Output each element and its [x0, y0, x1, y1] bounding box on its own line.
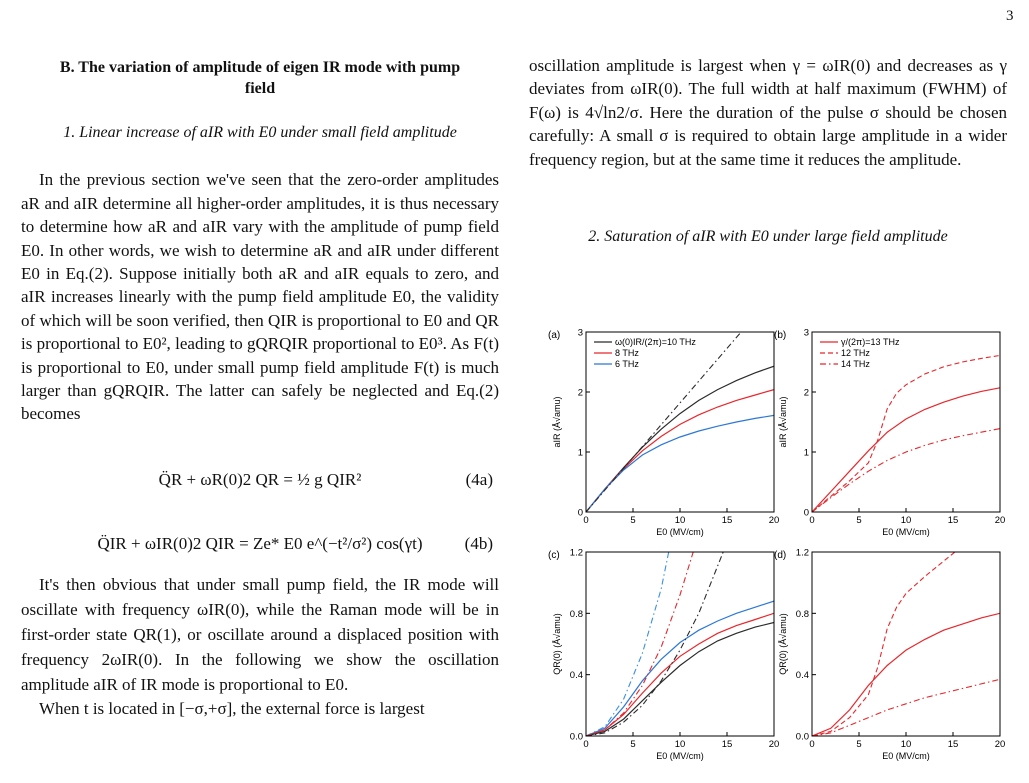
panel-a-xtick-label-1: 5: [630, 515, 636, 526]
panel-c-ylabel: QR(0) (Å√amu): [552, 613, 562, 675]
panel-a-series-1: [586, 390, 774, 512]
panel-b-label: (b): [774, 330, 787, 341]
paragraph-2: It's then obvious that under small pump field, the IR mode will oscillate with frequency ωIR(0), while the Raman mode will be in first-order state QR(1), or oscillate around a displaced position with frequency 2ωIR(0). In the following we show the oscillation amplitude aIR of IR mode is proportional to E0.: [21, 574, 499, 694]
panel-a-xlabel: E0 (MV/cm): [656, 527, 704, 537]
panel-b-xtick-label-0: 0: [809, 515, 815, 526]
panel-d-xtick-label-2: 10: [900, 739, 912, 750]
figure-panels: [544, 326, 1014, 774]
panel-b-ytick-label-2: 2: [803, 387, 809, 399]
panel-b-series-0: [812, 388, 1000, 512]
panel-a-ytick-label-1: 1: [577, 447, 583, 459]
panel-a-series-0: [586, 366, 774, 512]
panel-d-series-1: [812, 552, 955, 736]
equation-4b-formula: Q̈IR + ωIR(0)2 QIR = Ze* E0 e^(−t²/σ²) cos(γt): [97, 533, 423, 553]
panel-d-xtick-label-1: 5: [856, 739, 862, 750]
section-heading: [21, 57, 499, 99]
subsection-heading-1: 1. Linear increase of aIR with E0 under small field amplitude: [63, 124, 457, 141]
panel-a-ylabel: aIR (Å√amu): [552, 396, 562, 448]
panel-c-xlabel: E0 (MV/cm): [656, 751, 704, 761]
panel-b-legend-label-0: γ/(2π)=13 THz: [841, 337, 900, 347]
panel-b-legend-label-2: 14 THz: [841, 359, 870, 369]
panel-b-xtick-label-3: 15: [947, 515, 959, 526]
equation-4b: [21, 532, 499, 554]
panel-d-ylabel: QR(0) (Å√amu): [778, 613, 788, 675]
right-paragraph-1: oscillation amplitude is largest when γ = ωIR(0) and decreases as γ deviates from ωIR(0). The full width at half maximum (FWHM) of F(ω) is 4√ln2/σ. Here the duration of the pulse σ should be chosen carefully: A small σ is required to obtain large amplitude in a wider frequency region, but at the same time it reduces the amplitude.: [529, 56, 1007, 169]
panel-a-xtick-label-4: 20: [768, 515, 780, 526]
equation-4a: [21, 468, 499, 490]
panel-a-ytick-label-3: 3: [577, 327, 583, 339]
panel-b-xtick-label-4: 20: [994, 515, 1006, 526]
panel-a-label: (a): [548, 330, 561, 341]
panel-a-xtick-label-3: 15: [721, 515, 733, 526]
panel-a-ytick-label-0: 0: [577, 507, 583, 519]
panel-b-xlabel: E0 (MV/cm): [882, 527, 930, 537]
panel-d-xtick-label-3: 15: [947, 739, 959, 750]
panel-d-ytick-label-3: 1.2: [795, 547, 809, 559]
paragraph-1: In the previous section we've seen that the zero-order amplitudes aR and aIR determine all higher-order amplitudes, it is thus necessary to determine how aR and aIR vary with the amplitude of pump field E0. In other words, we wish to determine aR and aIR under different E0 in Eq.(2). Suppose initially both aR and aIR equals to zero, and aIR increases linearly with the pump field amplitude E0, the validity of which will be soon verified, then QIR is proportional to E0 and QR is proportional to E0², leading to gQRQIR proportional to E0³. As F(t) is proportional to E0, under small pump field amplitude F(t) is much larger than gQRQIR. The latter can safely be neglected and Eq.(2) becomes: [21, 170, 499, 424]
subsection-heading-2: 2. Saturation of aIR with E0 under large field amplitude: [588, 228, 948, 246]
panel-c-ytick-label-0: 0.0: [569, 731, 583, 743]
panel-b-xtick-label-1: 5: [856, 515, 862, 526]
page-number: 3: [1006, 8, 1014, 24]
section-heading-line2: field: [244, 80, 276, 97]
equation-4a-number: (4a): [465, 469, 493, 489]
panel-a-legend-label-1: 8 THz: [615, 348, 639, 358]
section-heading-line1: B. The variation of amplitude of eigen IR mode with pump: [59, 59, 461, 76]
panel-c-xtick-label-3: 15: [721, 739, 733, 750]
panel-d-label: (d): [774, 550, 787, 561]
panel-a-xtick-label-0: 0: [583, 515, 589, 526]
panel-c-series-2: [586, 623, 774, 737]
panel-d-ytick-label-1: 0.4: [795, 670, 809, 682]
left-column: [21, 54, 499, 720]
equation-4a-formula: Q̈R + ωR(0)2 QR = ½ g QIR²: [158, 469, 362, 489]
panel-c-label: (c): [548, 550, 560, 561]
panel-c-ytick-label-1: 0.4: [569, 670, 583, 682]
panel-b-series-2: [812, 429, 1000, 512]
panel-c-frame: [586, 552, 774, 736]
panel-d-xtick-label-4: 20: [994, 739, 1006, 750]
panel-c-xtick-label-4: 20: [768, 739, 780, 750]
panel-a-legend-label-0: ω(0)IR/(2π)=10 THz: [615, 337, 696, 347]
panel-d-series-0: [812, 613, 1000, 736]
panel-c-series-4: [586, 552, 693, 736]
equation-4b-number: (4b): [464, 533, 493, 553]
panel-d-ytick-label-2: 0.8: [795, 608, 809, 620]
figure-svg: [544, 326, 1014, 774]
panel-d-frame: [812, 552, 1000, 736]
panel-b-xtick-label-2: 10: [900, 515, 912, 526]
panel-a-series-2: [586, 415, 774, 512]
panel-b-ytick-label-3: 3: [803, 327, 809, 339]
panel-c-ytick-label-2: 0.8: [569, 608, 583, 620]
panel-c-xtick-label-2: 10: [674, 739, 686, 750]
panel-b-ylabel: aIR (Å√amu): [778, 396, 788, 448]
panel-a-legend-label-2: 6 THz: [615, 359, 639, 369]
panel-c-xtick-label-1: 5: [630, 739, 636, 750]
panel-d-series-2: [812, 679, 1000, 736]
panel-d-xlabel: E0 (MV/cm): [882, 751, 930, 761]
panel-b-ytick-label-0: 0: [803, 507, 809, 519]
right-column: [529, 54, 1007, 248]
panel-b-ytick-label-1: 1: [803, 447, 809, 459]
panel-c-series-0: [586, 601, 774, 736]
panel-c-series-5: [586, 552, 723, 736]
panel-a-xtick-label-2: 10: [674, 515, 686, 526]
panel-d-ytick-label-0: 0.0: [795, 731, 809, 743]
panel-a-ytick-label-2: 2: [577, 387, 583, 399]
panel-c-xtick-label-0: 0: [583, 739, 589, 750]
panel-c-ytick-label-3: 1.2: [569, 547, 583, 559]
paragraph-3: When t is located in [−σ,+σ], the external force is largest: [39, 698, 425, 718]
panel-d-xtick-label-0: 0: [809, 739, 815, 750]
panel-b-legend-label-1: 12 THz: [841, 348, 870, 358]
